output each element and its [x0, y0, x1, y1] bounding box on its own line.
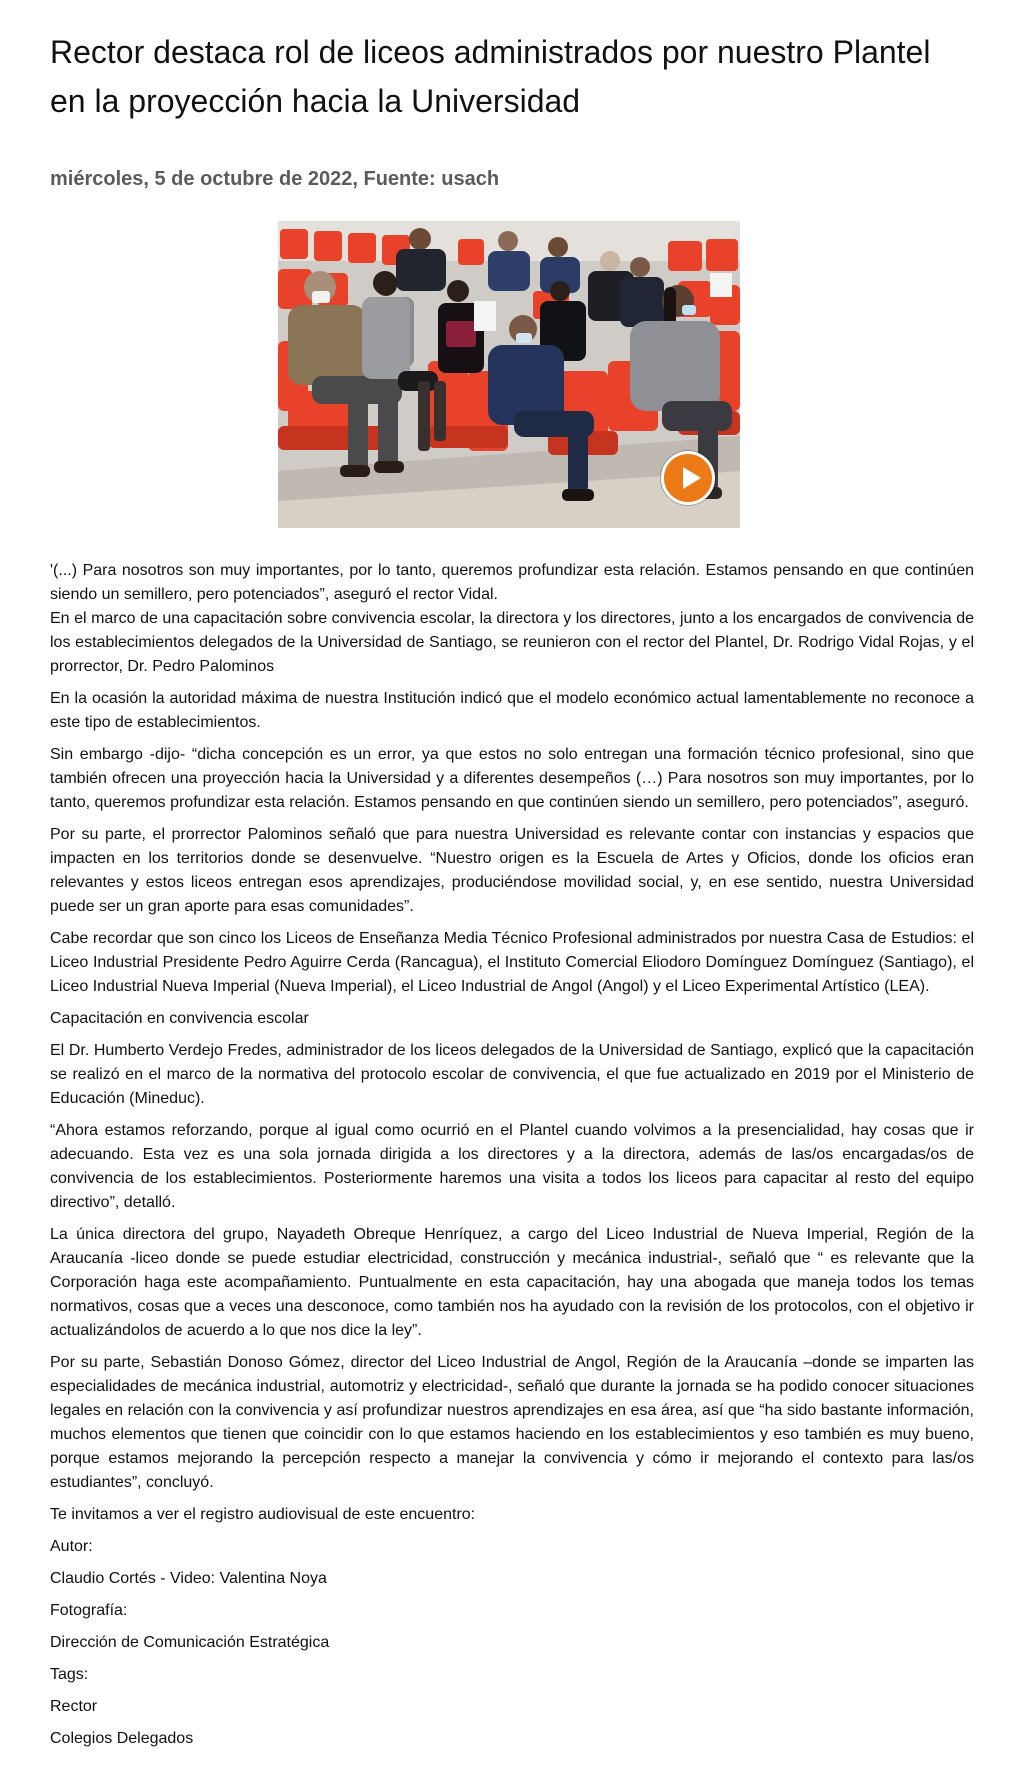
article-subheading: Capacitación en convivencia escolar — [50, 1010, 309, 1027]
video-play-button[interactable] — [661, 451, 715, 505]
article-body — [50, 559, 974, 1751]
photo-value: Dirección de Comunicación Estratégica — [50, 1634, 330, 1651]
author-value: Claudio Cortés - Video: Valentina Noya — [50, 1570, 327, 1587]
play-icon — [683, 467, 701, 489]
article-dateline: miércoles, 5 de octubre de 2022, Fuente: usach — [50, 168, 500, 190]
article-paragraph: En el marco de una capacitación sobre convivencia escolar, la directora y los directores, junto a los encargados de convivencia de los establecimientos delegados de la Universidad de Santiago, se reunieron con el rector del Plantel, Dr. Rodrigo Vidal Rojas, y el prorrector, Dr. Pedro Palominos — [50, 610, 974, 675]
article-paragraph: Por su parte, Sebastián Donoso Gómez, director del Liceo Industrial de Angol, Región de la Araucanía –donde se imparten las especialidades de mecánica industrial, automotriz y electricidad-, señaló que durante la jornada se ha podido conocer situaciones legales en relación con la convivencia y así profundizar nuestros aprendizajes en esa área, así que “ha sido bastante información, muchos elementos que tienen que coincidir con lo que estamos haciendo en los establecimientos y eso también es muy bueno, porque estamos mejorando la percepción respecto a manejar la convivencia y cómo ir mejorando el contexto para las/os estudiantes”, concluyó. — [50, 1354, 974, 1491]
article-paragraph: '(...) Para nosotros son muy importantes, por lo tanto, queremos profundizar esta relación. Estamos pensando en que continúen siendo un semillero, pero potenciados”, aseguró el rector Vidal. — [50, 562, 974, 603]
article-paragraph: Por su parte, el prorrector Palominos señaló que para nuestra Universidad es relevante contar con instancias y espacios que impacten en los territorios donde se desenvuelve. “Nuestro origen es la Escuela de Artes y Oficios, donde los oficios eran relevantes y estos liceos entregan esos aprendizajes, produciéndose movilidad social, y, en ese sentido, nuestra Universidad puede ser un gran aporte para esas comunidades”. — [50, 826, 974, 915]
article-paragraph: Te invitamos a ver el registro audiovisual de este encuentro: — [50, 1506, 476, 1523]
article-paragraph: Sin embargo -dijo- “dicha concepción es un error, ya que estos no solo entregan una formación técnico profesional, sino que también ofrecen una proyección hacia la Universidad y a diferentes desempeños (…) Para nosotros son muy importantes, por lo tanto, queremos profundizar esta relación. Estamos pensando en que continúen siendo un semillero, pero potenciados”, aseguró. — [50, 746, 974, 811]
article-paragraph: El Dr. Humberto Verdejo Fredes, administrador de los liceos delegados de la Universidad de Santiago, explicó que la capacitación se realizó en el marco de la normativa del protocolo escolar de convivencia, el que fue actualizado en 2019 por el Ministerio de Educación (Mineduc). — [50, 1042, 974, 1107]
article-paragraph: Cabe recordar que son cinco los Liceos de Enseñanza Media Técnico Profesional administrados por nuestra Casa de Estudios: el Liceo Industrial Presidente Pedro Aguirre Cerda (Rancagua), el Instituto Comercial Eliodoro Domínguez Domínguez (Santiago), el Liceo Industrial Nueva Imperial (Nueva Imperial), el Liceo Industrial de Angol (Angol) y el Liceo Experimental Artístico (LEA). — [50, 930, 974, 995]
tags-label: Tags: — [50, 1666, 89, 1683]
tag-link[interactable]: Rector — [50, 1698, 98, 1715]
article-paragraph: En la ocasión la autoridad máxima de nuestra Institución indicó que el modelo económico actual lamentablemente no reconoce a este tipo de establecimientos. — [50, 690, 974, 731]
photo-label: Fotografía: — [50, 1602, 128, 1619]
author-label: Autor: — [50, 1538, 93, 1555]
article-paragraph: La única directora del grupo, Nayadeth Obreque Henríquez, a cargo del Liceo Industrial de Nueva Imperial, Región de la Araucanía -liceo donde se puede estudiar electricidad, construcción y mecánica industrial-, señaló que “ es relevante que la Corporación haga este acompañamiento. Puntualmente en esta capacitación, hay una abogada que maneja todos los temas normativos, cosas que a veces una desconoce, como también nos ha ayudado con la revisión de los protocolos, con el objetivo ir actualizándolos de acuerdo a lo que nos dice la ley”. — [50, 1226, 974, 1339]
article-paragraph: “Ahora estamos reforzando, porque al igual como ocurrió en el Plantel cuando volvimos a la presencialidad, hay cosas que ir adecuando. Esta vez es una sola jornada dirigida a los directores y a la directora, además de las/os encargadas/os de convivencia de los establecimientos. Posteriormente haremos una visita a todos los liceos para capacitar al resto del equipo directivo”, detalló. — [50, 1122, 974, 1211]
article-title: Rector destaca rol de liceos administrados por nuestro Plantel en la proyección hacia la Universidad — [50, 34, 931, 119]
article-video-thumbnail[interactable] — [278, 221, 740, 528]
article-meta — [50, 1535, 974, 1751]
tag-link[interactable]: Colegios Delegados — [50, 1730, 194, 1747]
